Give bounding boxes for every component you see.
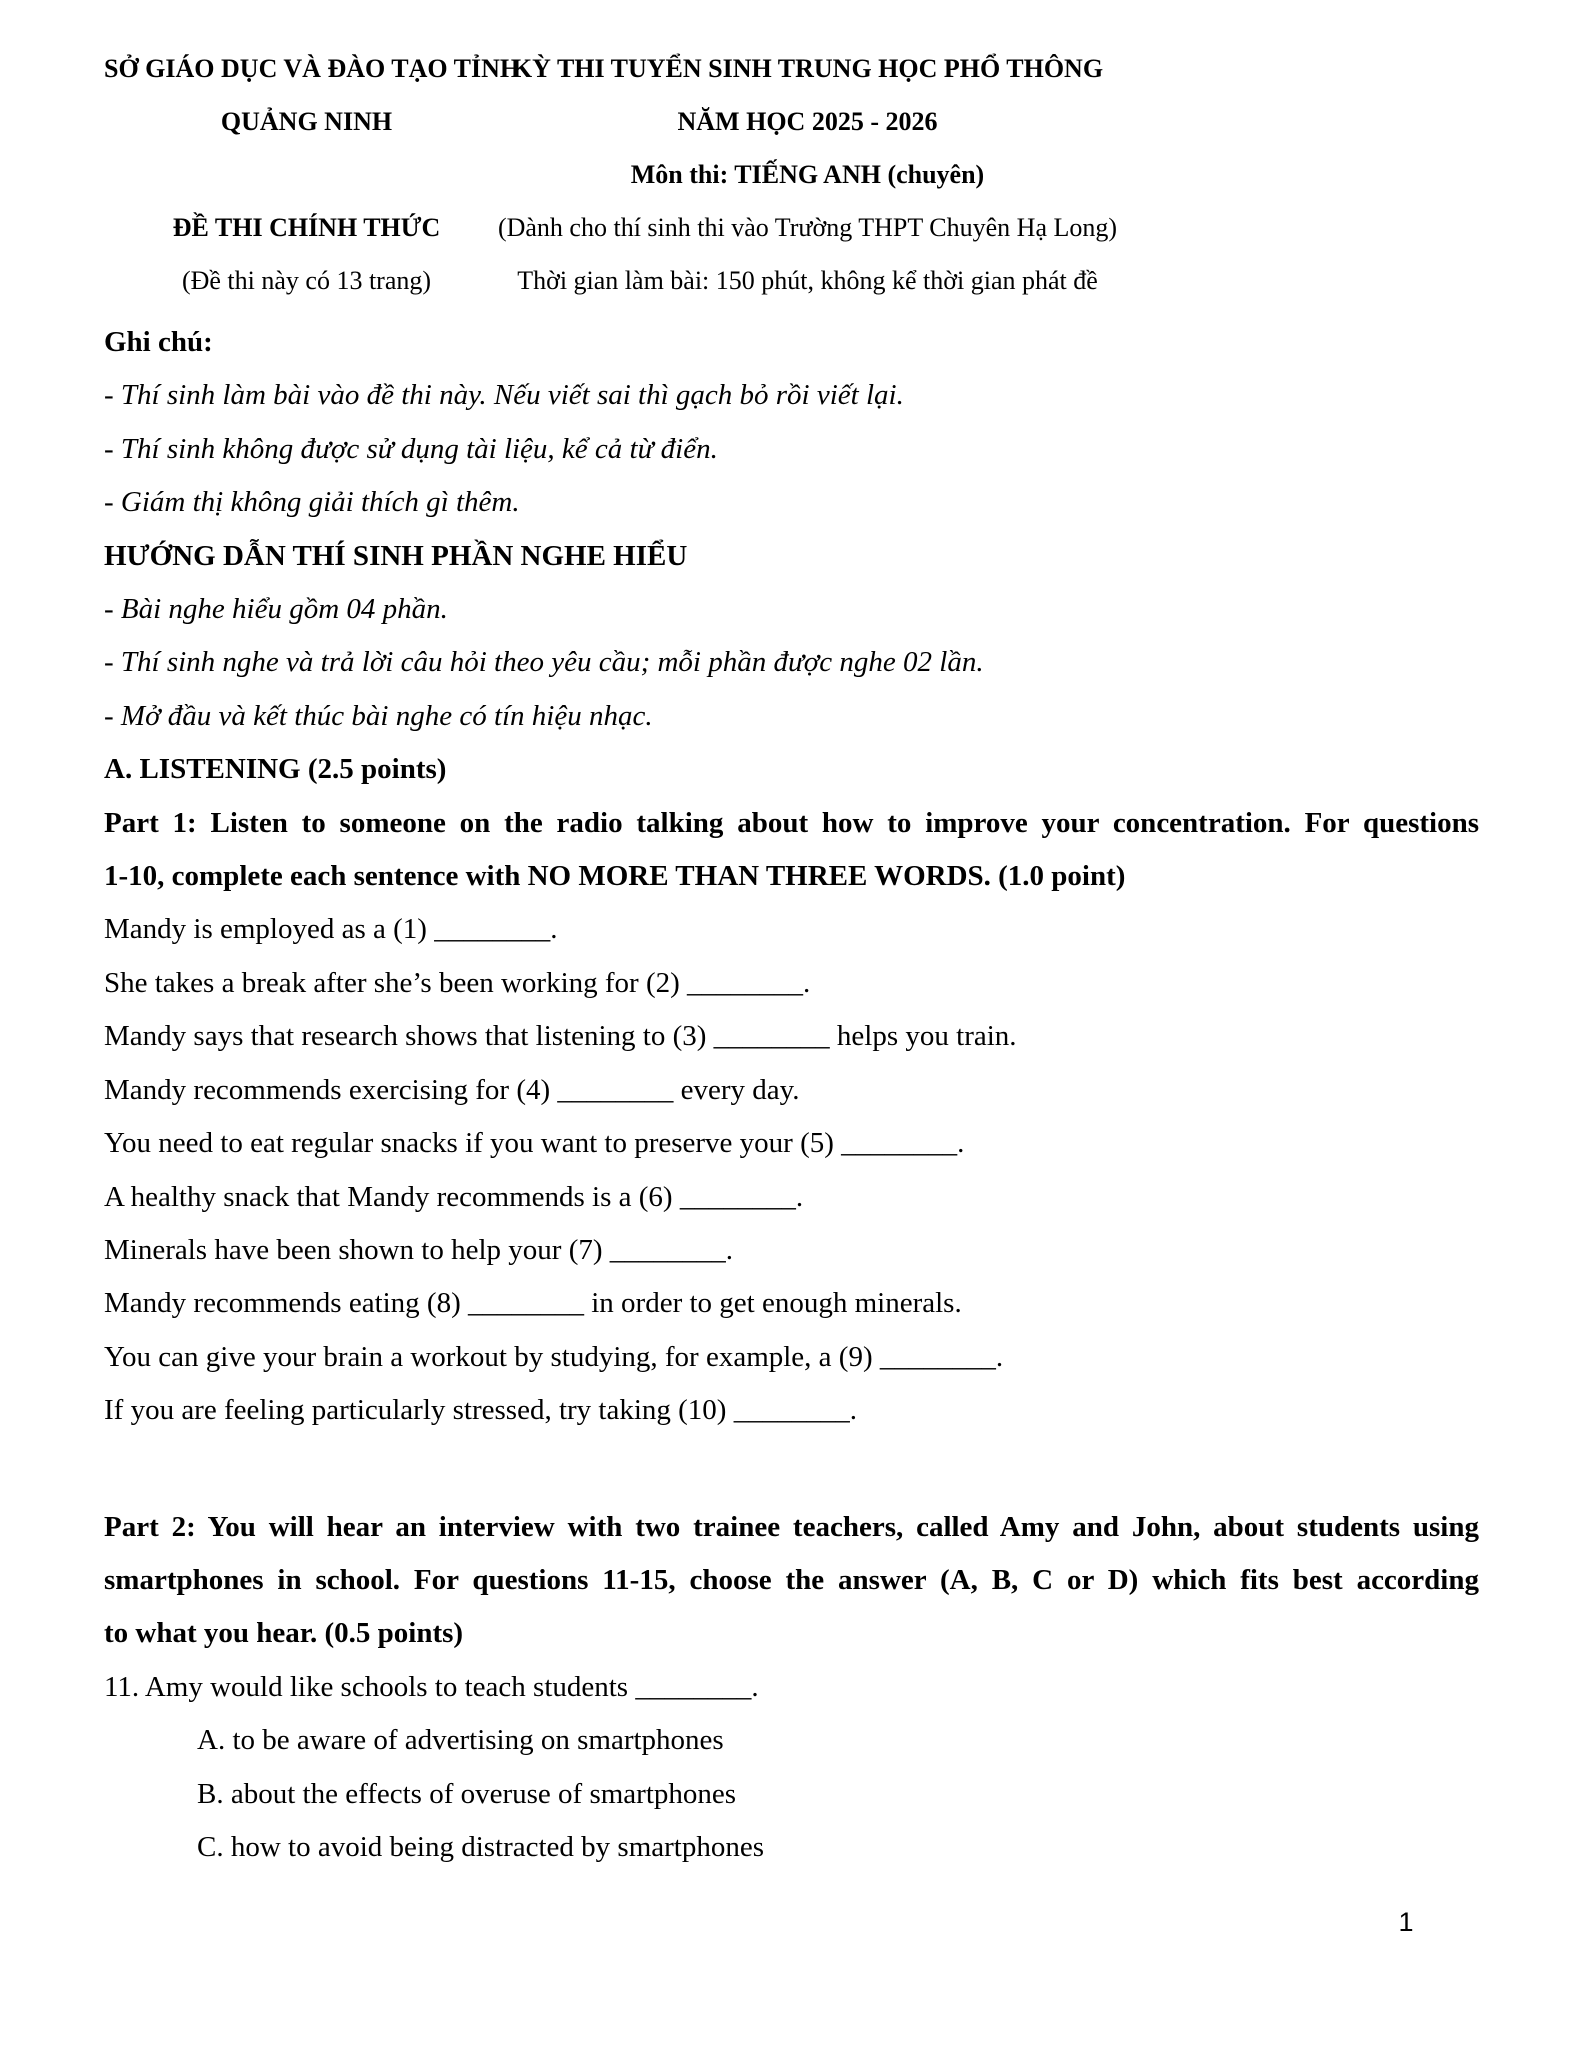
notes-heading: Ghi chú:	[104, 326, 213, 358]
section-a-title: A. LISTENING (2.5 points)	[104, 753, 447, 786]
question-11-option-a: A. to be aware of advertising on smartphones	[197, 1724, 724, 1757]
part1-sentence-5: You need to eat regular snacks if you want to preserve your (5) ________.	[104, 1127, 965, 1160]
note-line-2: - Thí sinh không được sử dụng tài liệu, kể cả từ điển.	[104, 432, 718, 465]
department-name-line1: SỞ GIÁO DỤC VÀ ĐÀO TẠO TỈNH	[104, 54, 521, 83]
part1-sentence-3: Mandy says that research shows that listening to (3) ________ helps you train.	[104, 1020, 1017, 1053]
subject-line: Môn thi: TIẾNG ANH (chuyên)	[630, 160, 985, 189]
question-11-option-c: C. how to avoid being distracted by smartphones	[197, 1830, 765, 1863]
document-body	[104, 316, 1479, 1874]
part1-sentence-2: She takes a break after she’s been working for (2) ________.	[104, 966, 811, 999]
part1-sentence-9: You can give your brain a workout by studying, for example, a (9) ________.	[104, 1340, 1004, 1373]
header-left-spacer	[104, 148, 509, 201]
department-name-line2: QUẢNG NINH	[220, 107, 393, 136]
note-line-3: - Giám thị không giải thích gì thêm.	[104, 486, 520, 519]
header-left-column	[104, 42, 521, 307]
guide-line-3: - Mở đầu và kết thúc bài nghe có tín hiệu nhạc.	[104, 699, 653, 732]
question-11: 11. Amy would like schools to teach students ________.	[104, 1670, 759, 1703]
duration-note: Thời gian làm bài: 150 phút, không kể thời gian phát đề	[517, 266, 1098, 295]
part2-intro-line-2: smartphones in school. For questions 11-15, choose the answer (A, B, C or D) which fits best according	[104, 1563, 1479, 1596]
part2-intro-line-3: to what you hear. (0.5 points)	[104, 1617, 464, 1650]
part1-sentence-1: Mandy is employed as a (1) ________.	[104, 913, 558, 946]
page-count-note: (Đề thi này có 13 trang)	[181, 266, 432, 295]
part1-sentence-8: Mandy recommends eating (8) ________ in order to get enough minerals.	[104, 1287, 962, 1320]
official-exam-label: ĐỀ THI CHÍNH THỨC	[172, 213, 441, 242]
part1-intro-line-2: 1-10, complete each sentence with NO MORE THAN THREE WORDS. (1.0 point)	[104, 860, 1126, 893]
part1-sentence-6: A healthy snack that Mandy recommends is a (6) ________.	[104, 1180, 804, 1213]
question-11-option-b: B. about the effects of overuse of smartphones	[197, 1777, 737, 1810]
part1-sentence-10: If you are feeling particularly stressed, try taking (10) ________.	[104, 1394, 857, 1427]
exam-name: KỲ THI TUYỂN SINH TRUNG HỌC PHỔ THÔNG	[511, 54, 1104, 83]
school-year: NĂM HỌC 2025 - 2026	[677, 107, 938, 136]
part2-intro-line-1: Part 2: You will hear an interview with two trainee teachers, called Amy and John, about students using	[104, 1510, 1479, 1543]
listening-guide-heading: HƯỚNG DẪN THÍ SINH PHẦN NGHE HIỂU	[104, 539, 688, 572]
part1-intro-line-1: Part 1: Listen to someone on the radio talking about how to improve your concentration. For questions	[104, 806, 1479, 839]
note-line-1: - Thí sinh làm bài vào đề thi này. Nếu viết sai thì gạch bỏ rồi viết lại.	[104, 379, 904, 412]
header-right-column	[480, 42, 1135, 307]
page-number: 1	[1398, 1907, 1414, 1937]
section-gap	[104, 1438, 1479, 1491]
guide-line-1: - Bài nghe hiểu gồm 04 phần.	[104, 593, 448, 626]
guide-line-2: - Thí sinh nghe và trả lời câu hỏi theo yêu cầu; mỗi phần được nghe 02 lần.	[104, 646, 984, 679]
target-audience-note: (Dành cho thí sinh thi vào Trường THPT Chuyên Hạ Long)	[497, 213, 1118, 242]
part1-sentence-4: Mandy recommends exercising for (4) ________ every day.	[104, 1073, 800, 1106]
part1-sentence-7: Minerals have been shown to help your (7) ________.	[104, 1233, 734, 1266]
